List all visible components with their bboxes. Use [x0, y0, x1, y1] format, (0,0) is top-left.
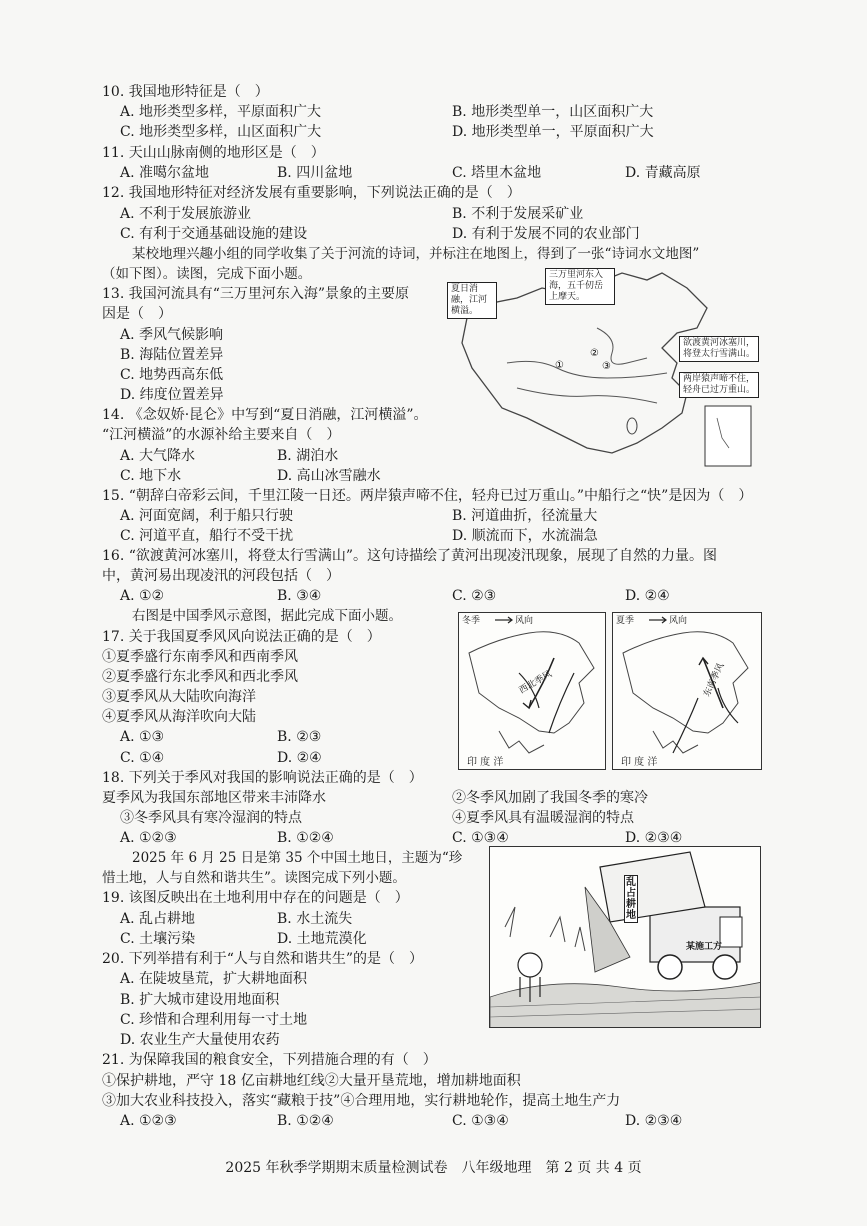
monsoon-map-summer	[612, 612, 762, 770]
summer-map-svg	[613, 613, 762, 770]
q18-statement-4: ④夏季风具有温暖湿润的特点	[452, 810, 634, 826]
q17-option-b: B. ②③	[277, 729, 322, 745]
q11-option-b: B. 四川盆地	[277, 165, 353, 181]
q18-option-a: A. ①②③	[120, 830, 177, 846]
q20-stem: 20. 下列举措有利于“人与自然和谐共生”的是（ ）	[102, 951, 424, 967]
q21-stem: 21. 为保障我国的粮食安全，下列措施合理的有（ ）	[102, 1052, 437, 1068]
map-marker-2: ②	[590, 348, 599, 359]
q18-option-c: C. ①③④	[452, 830, 509, 846]
q18-stem: 18. 下列关于季风对我国的影响说法正确的是（ ）	[102, 770, 423, 786]
q11-option-a: A. 准噶尔盆地	[120, 165, 210, 181]
q20-option-b: B. 扩大城市建设用地面积	[120, 992, 280, 1008]
poem-hydrology-map	[447, 268, 763, 468]
map-marker-3: ③	[602, 361, 611, 372]
winter-map-svg	[459, 613, 606, 770]
q19-option-a: A. 乱占耕地	[120, 911, 196, 927]
q17-option-a: A. ①③	[120, 729, 165, 745]
q21-option-b: B. ①②④	[277, 1113, 334, 1129]
q17-stem: 17. 关于我国夏季风风向说法正确的是（ ）	[102, 629, 381, 645]
q20-option-d: D. 农业生产大量使用农药	[120, 1032, 280, 1048]
map-marker-1: ①	[555, 360, 564, 371]
q11-option-c: C. 塔里木盆地	[452, 165, 542, 181]
q19-option-b: B. 水土流失	[277, 911, 353, 927]
q10-option-c: C. 地形类型多样，山区面积广大	[120, 124, 322, 140]
q16-stem-line2: 中，黄河易出现凌汛的河段包括（ ）	[102, 568, 340, 584]
q17-statement-2: ②夏季盛行东北季风和西北季风	[102, 669, 298, 685]
q14-option-d: D. 高山冰雪融水	[277, 468, 381, 484]
q16-stem-line1: 16. “欲渡黄河冰塞川，将登太行雪满山”。这句诗描绘了黄河出现凌汛现象，展现了自然的力量。图	[102, 548, 718, 564]
summer-title: 夏季	[616, 616, 635, 626]
q18-option-d: D. ②③④	[625, 830, 683, 846]
q20-option-c: C. 珍惜和合理利用每一寸土地	[120, 1012, 308, 1028]
q17-option-c: C. ①④	[120, 750, 165, 766]
map-label-kunlun: 夏日消融，江河横溢。	[447, 282, 497, 319]
q10-option-a: A. 地形类型多样，平原面积广大	[120, 104, 322, 120]
q15-option-c: C. 河道平直，船行不受干扰	[120, 528, 294, 544]
monsoon-intro: 右图是中国季风示意图，据此完成下面小题。	[132, 608, 402, 624]
summer-legend: 风向	[669, 616, 688, 626]
q12-stem: 12. 我国地形特征对经济发展有重要影响，下列说法正确的是（ ）	[102, 185, 521, 201]
q15-stem: 15. “朝辞白帝彩云间，千里江陵一日还。两岸猿声啼不住，轻舟已过万重山。”中船行之“快”是因为（ ）	[102, 488, 753, 504]
q16-option-b: B. ③④	[277, 588, 322, 604]
q16-option-c: C. ②③	[452, 588, 497, 604]
q15-option-a: A. 河面宽阔，利于船只行驶	[120, 508, 294, 524]
q15-option-d: D. 顺流而下，水流湍急	[452, 528, 598, 544]
q21-option-d: D. ②③④	[625, 1113, 683, 1129]
q13-stem-line1: 13. 我国河流具有“三万里河东入海”景象的主要原	[102, 286, 410, 302]
q15-option-b: B. 河道曲折，径流量大	[452, 508, 598, 524]
q13-option-c: C. 地势西高东低	[120, 367, 224, 383]
q11-stem: 11. 天山山脉南侧的地形区是（ ）	[102, 145, 325, 161]
q13-stem-line2: 因是（ ）	[102, 306, 172, 322]
q13-option-b: B. 海陆位置差异	[120, 347, 224, 363]
q17-option-d: D. ②④	[277, 750, 322, 766]
page-footer: 2025 年秋季学期期末质量检测试卷 八年级地理 第 2 页 共 4 页	[225, 1160, 642, 1176]
q12-option-a: A. 不利于发展旅游业	[120, 206, 252, 222]
q12-option-d: D. 有利于发展不同的农业部门	[452, 226, 640, 242]
q16-option-d: D. ②④	[625, 588, 670, 604]
q21-statements-1-2: ①保护耕地，严守 18 亿亩耕地红线②大量开垦荒地，增加耕地面积	[102, 1073, 521, 1089]
winter-title: 冬季	[462, 616, 481, 626]
q20-option-a: A. 在陡坡垦荒，扩大耕地面积	[120, 971, 308, 987]
winter-legend: 风向	[515, 616, 534, 626]
map-label-east-sea: 三万里河东入海，五千仞岳上摩天。	[545, 268, 615, 305]
q13-option-d: D. 纬度位置差异	[120, 387, 224, 403]
q19-option-d: D. 土地荒漠化	[277, 931, 367, 947]
poem-intro-line2: （如下图）。读图，完成下面小题。	[102, 266, 312, 282]
map-label-yellow-river: 欲渡黄河冰塞川，将登太行雪满山。	[679, 336, 759, 362]
q11-option-d: D. 青藏高原	[625, 165, 701, 181]
winter-indian-ocean: 印 度 洋	[467, 757, 504, 768]
cartoon-sign: 乱占耕地	[626, 877, 636, 921]
q17-statement-1: ①夏季盛行东南季风和西南季风	[102, 649, 298, 665]
summer-indian-ocean: 印 度 洋	[621, 757, 658, 768]
q21-statements-3-4: ③加大农业科技投入，落实“藏粮于技”④合理用地，实行耕地轮作，提高土地生产力	[102, 1093, 621, 1109]
q14-option-a: A. 大气降水	[120, 448, 196, 464]
q18-statement-2: ②冬季风加剧了我国冬季的寒冷	[452, 790, 648, 806]
q17-statement-4: ④夏季风从海洋吹向大陆	[102, 709, 256, 725]
q12-option-b: B. 不利于发展采矿业	[452, 206, 584, 222]
land-use-cartoon	[489, 846, 761, 1028]
q21-option-a: A. ①②③	[120, 1113, 177, 1129]
q14-option-b: B. 湖泊水	[277, 448, 339, 464]
q17-statement-3: ③夏季风从大陆吹向海洋	[102, 689, 256, 705]
q14-option-c: C. 地下水	[120, 468, 182, 484]
land-intro-line2: 惜土地，人与自然和谐共生”。读图完成下列小题。	[102, 870, 406, 886]
q10-option-d: D. 地形类型单一，平原面积广大	[452, 124, 654, 140]
poem-intro-line1: 某校地理兴趣小组的同学收集了关于河流的诗词，并标注在地图上，得到了一张“诗词水文地图”	[132, 246, 700, 262]
q10-option-b: B. 地形类型单一，山区面积广大	[452, 104, 654, 120]
cartoon-truck-label: 某施工方	[686, 942, 723, 952]
q21-option-c: C. ①③④	[452, 1113, 509, 1129]
q12-option-c: C. 有利于交通基础设施的建设	[120, 226, 308, 242]
q13-option-a: A. 季风气候影响	[120, 327, 224, 343]
q18-statement-3: ③冬季风具有寒冷湿润的特点	[120, 810, 302, 826]
q18-statement-1: 夏季风为我国东部地区带来丰沛降水	[102, 790, 326, 806]
winter-nw-monsoon: 西北季风	[517, 669, 554, 697]
q14-stem-line2: “江河横溢”的水源补给主要来自（ ）	[102, 427, 341, 443]
summer-se-monsoon: 东南季风	[702, 661, 727, 699]
q19-option-c: C. 土壤污染	[120, 931, 196, 947]
land-intro-line1: 2025 年 6 月 25 日是第 35 个中国土地日，主题为“珍	[132, 850, 463, 866]
q10-stem: 10. 我国地形特征是（ ）	[102, 84, 269, 100]
map-label-yangtze: 两岸猿声啼不住，轻舟已过万重山。	[679, 372, 759, 398]
monsoon-map-winter	[458, 612, 606, 770]
q19-stem: 19. 该图反映出在土地利用中存在的问题是（ ）	[102, 890, 409, 906]
q16-option-a: A. ①②	[120, 588, 165, 604]
q18-option-b: B. ①②④	[277, 830, 334, 846]
q14-stem-line1: 14. 《念奴娇·昆仑》中写到“夏日消融，江河横溢”。	[102, 407, 428, 423]
